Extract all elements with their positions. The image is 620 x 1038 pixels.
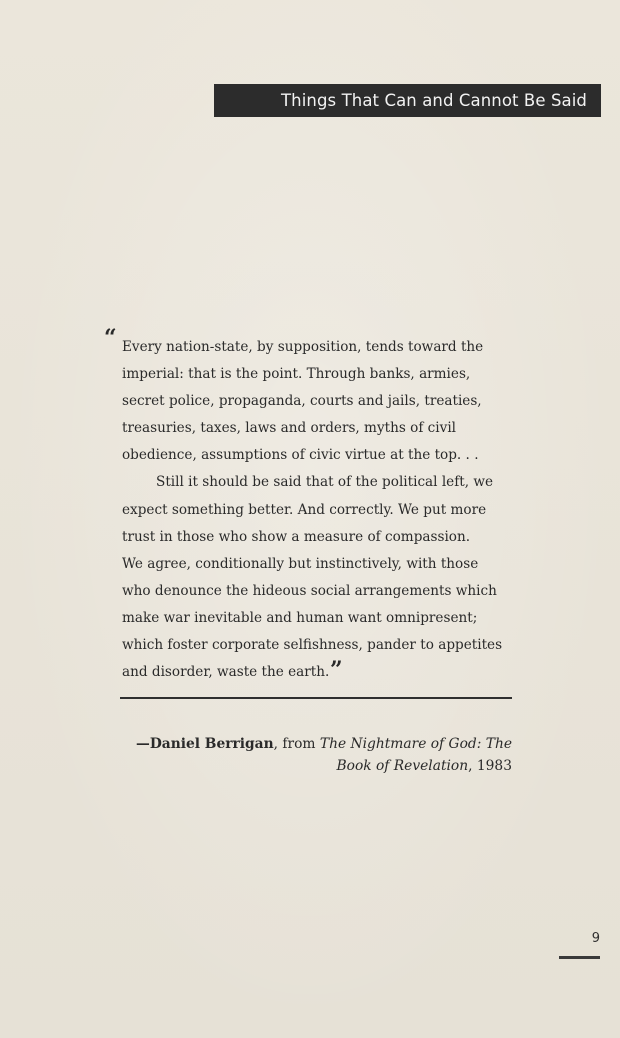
quote-attribution	[122, 733, 512, 777]
open-quote-mark: “	[104, 325, 117, 351]
quote-divider-rule	[120, 697, 512, 699]
epigraph-quote	[122, 334, 514, 686]
quote-paragraph-1	[122, 334, 514, 469]
author-name: Daniel Berrigan	[149, 736, 274, 752]
attribution-from: , from	[273, 736, 320, 752]
quote-line: treasuries, taxes, laws and orders, myths of civil	[122, 420, 457, 437]
quote-line: and disorder, waste the earth.	[122, 664, 330, 681]
quote-line: who denounce the hideous social arrangements which	[122, 582, 497, 599]
quote-line: which foster corporate selfishness, pander to appetites	[122, 637, 503, 654]
quote-paragraph-2	[122, 469, 514, 686]
quote-line: expect something better. And correctly. We put more	[122, 501, 487, 518]
quote-line: We agree, conditionally but instinctively, with those	[122, 555, 479, 572]
quote-line: imperial: that is the point. Through banks, armies,	[122, 366, 471, 383]
close-quote-mark: ”	[330, 657, 343, 683]
quote-line: make war inevitable and human want omnipresent;	[122, 609, 478, 626]
book-title-line-1: The Nightmare of God: The	[319, 736, 512, 752]
quote-line: Still it should be said that of the political left, we	[156, 474, 494, 491]
page-number-rule	[559, 956, 600, 959]
page-number: 9	[591, 931, 600, 946]
quote-line: secret police, propaganda, courts and jails, treaties,	[122, 393, 482, 410]
quote-line: Every nation-state, by supposition, tends toward the	[122, 339, 484, 355]
running-header: Things That Can and Cannot Be Said	[214, 84, 601, 117]
attribution-dash: —	[136, 736, 150, 752]
quote-line: obedience, assumptions of civic virtue at the top. . .	[122, 447, 479, 464]
quote-line: trust in those who show a measure of compassion.	[122, 528, 471, 545]
book-title-line-2: Book of Revelation	[336, 758, 469, 774]
publication-year: , 1983	[468, 758, 512, 774]
